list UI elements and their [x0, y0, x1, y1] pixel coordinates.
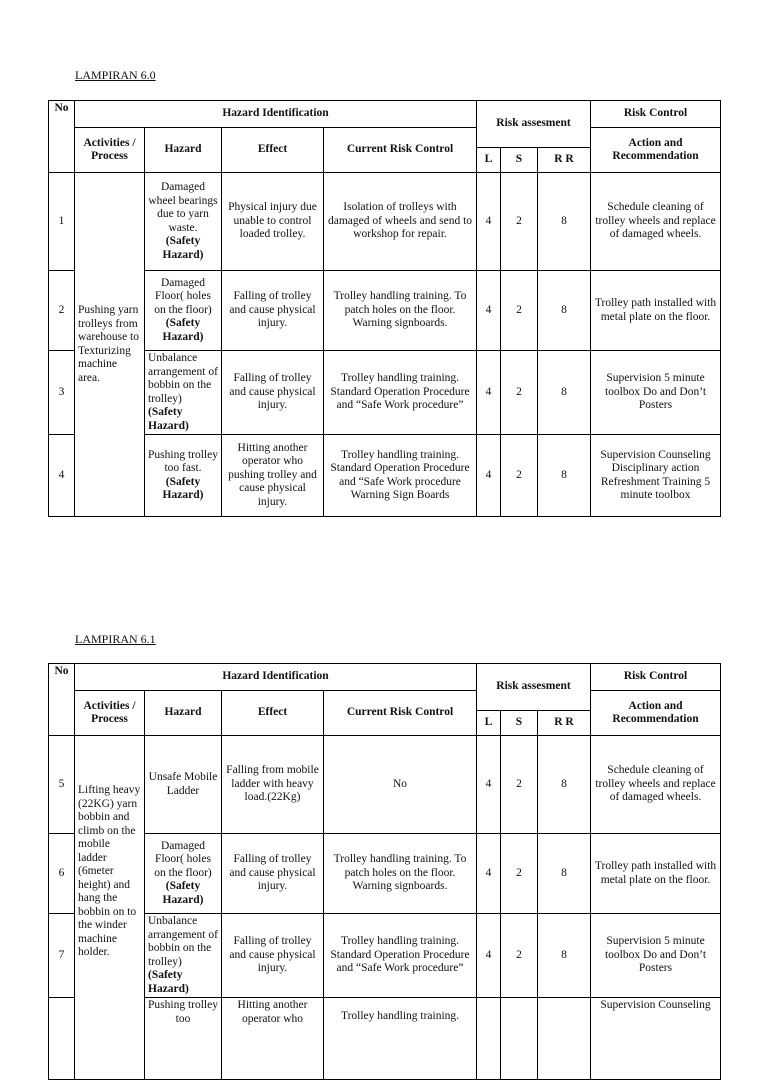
header-effect: Effect	[222, 128, 324, 173]
header-activities: Activities / Process	[75, 128, 145, 173]
effect-cell: Falling of trolley and cause physical injury.	[222, 271, 324, 351]
s-cell: 2	[501, 914, 538, 998]
effect-cell: Falling of trolley and cause physical injury.	[222, 914, 324, 998]
table-row	[49, 271, 721, 351]
header-effect: Effect	[222, 691, 324, 736]
hazard-cell	[145, 271, 222, 351]
control-cell: Trolley handling training. To patch holes on the floor. Warning signboards.	[324, 834, 477, 914]
effect-cell: Hitting another operator who pushing trolley and cause physical injury.	[222, 435, 324, 517]
effect-cell: Falling from mobile ladder with heavy load.(22Kg)	[222, 736, 324, 834]
header-activities: Activities / Process	[75, 691, 145, 736]
effect-cell: Physical injury due unable to control loaded trolley.	[222, 173, 324, 271]
lampiran-title: LAMPIRAN 6.1	[75, 632, 156, 646]
hazard-text: Unbalance arrangement of bobbin on the trolley)	[148, 915, 218, 968]
l-cell: 4	[477, 914, 501, 998]
l-cell: 4	[477, 173, 501, 271]
rr-cell: 8	[538, 173, 591, 271]
effect-cell: Falling of trolley and cause physical injury.	[222, 834, 324, 914]
action-cell: Supervision Counseling	[591, 998, 721, 1080]
hazard-cell	[145, 736, 222, 834]
rr-cell	[538, 998, 591, 1080]
control-cell: Isolation of trolleys with damaged of wheels and send to workshop for repair.	[324, 173, 477, 271]
hazard-table	[48, 663, 721, 1080]
effect-cell: Hitting another operator who	[222, 998, 324, 1080]
header-risk-assesment: Risk assesment	[477, 664, 591, 711]
activity-cell: Pushing yarn trolleys from warehouse to Texturizing machine area.	[75, 173, 145, 517]
header-no: No	[49, 101, 75, 173]
table-row	[49, 351, 721, 435]
s-cell: 2	[501, 351, 538, 435]
hazard-tag: (Safety Hazard)	[162, 317, 204, 343]
s-cell: 2	[501, 736, 538, 834]
table-row	[49, 914, 721, 998]
header-hazard-identification: Hazard Identification	[75, 101, 477, 128]
action-cell: Schedule cleaning of trolley wheels and replace of damaged wheels.	[591, 173, 721, 271]
hazard-text: Pushing trolley too fast.	[148, 448, 218, 474]
rr-cell: 8	[538, 435, 591, 517]
hazard-tag: (Safety Hazard)	[162, 475, 204, 501]
rr-cell: 8	[538, 271, 591, 351]
header-rr: R R	[538, 148, 591, 173]
action-cell: Supervision 5 minute toolbox Do and Don’t Posters	[591, 351, 721, 435]
action-cell: Trolley path installed with metal plate on the floor.	[591, 271, 721, 351]
rr-cell: 8	[538, 351, 591, 435]
hazard-text: Unsafe Mobile Ladder	[148, 771, 218, 797]
hazard-text: Unbalance arrangement of bobbin on the trolley)	[148, 352, 218, 405]
l-cell: 4	[477, 351, 501, 435]
control-cell: Trolley handling training. Standard Operation Procedure and “Safe Work procedure”	[324, 351, 477, 435]
action-cell: Schedule cleaning of trolley wheels and replace of damaged wheels.	[591, 736, 721, 834]
hazard-cell	[145, 351, 222, 435]
row-no: 2	[49, 271, 75, 351]
table-row	[49, 435, 721, 517]
s-cell: 2	[501, 834, 538, 914]
table-row	[49, 834, 721, 914]
header-risk-assesment: Risk assesment	[477, 101, 591, 148]
hazard-cell	[145, 998, 222, 1080]
l-cell: 4	[477, 435, 501, 517]
row-no: 1	[49, 173, 75, 271]
hazard-cell	[145, 834, 222, 914]
header-risk-control: Risk Control	[591, 664, 721, 691]
table-row	[49, 173, 721, 271]
header-action: Action and Recommendation	[591, 128, 721, 173]
hazard-text: Damaged Floor( holes on the floor)	[154, 276, 212, 316]
header-current-risk-control: Current Risk Control	[324, 691, 477, 736]
action-cell: Supervision Counseling Disciplinary action Refreshment Training 5 minute toolbox	[591, 435, 721, 517]
header-action: Action and Recommendation	[591, 691, 721, 736]
l-cell: 4	[477, 834, 501, 914]
header-l: L	[477, 711, 501, 736]
table-row	[49, 998, 721, 1080]
control-cell: Trolley handling training. Standard Operation Procedure and “Safe Work procedure”	[324, 914, 477, 998]
s-cell: 2	[501, 173, 538, 271]
row-no: 5	[49, 736, 75, 834]
hazard-tag: (Safety Hazard)	[148, 969, 189, 995]
row-no	[49, 998, 75, 1080]
activity-cell: Lifting heavy (22KG) yarn bobbin and climb on the mobile ladder (6meter height) and hang the bobbin on to the winder machine holder.	[75, 736, 145, 1080]
control-cell: Trolley handling training.	[324, 998, 477, 1080]
hazard-cell	[145, 435, 222, 517]
control-cell: Trolley handling training. Standard Operation Procedure and “Safe Work procedure Warning Sign Boards	[324, 435, 477, 517]
l-cell: 4	[477, 271, 501, 351]
s-cell: 2	[501, 435, 538, 517]
s-cell	[501, 998, 538, 1080]
hazard-text: Damaged Floor( holes on the floor)	[154, 839, 212, 879]
l-cell	[477, 998, 501, 1080]
control-cell: Trolley handling training. To patch holes on the floor. Warning signboards.	[324, 271, 477, 351]
row-no: 4	[49, 435, 75, 517]
action-cell: Trolley path installed with metal plate on the floor.	[591, 834, 721, 914]
header-current-risk-control: Current Risk Control	[324, 128, 477, 173]
s-cell: 2	[501, 271, 538, 351]
action-cell: Supervision 5 minute toolbox Do and Don’t Posters	[591, 914, 721, 998]
hazard-text: Damaged wheel bearings due to yarn waste.	[148, 181, 218, 234]
lampiran-title: LAMPIRAN 6.0	[75, 68, 156, 82]
header-no: No	[49, 664, 75, 736]
hazard-cell	[145, 914, 222, 998]
row-no: 3	[49, 351, 75, 435]
row-no: 7	[49, 914, 75, 998]
header-s: S	[501, 711, 538, 736]
header-hazard-identification: Hazard Identification	[75, 664, 477, 691]
effect-cell: Falling of trolley and cause physical injury.	[222, 351, 324, 435]
hazard-text: Pushing trolley too	[148, 999, 218, 1025]
hazard-cell	[145, 173, 222, 271]
header-hazard: Hazard	[145, 691, 222, 736]
header-hazard: Hazard	[145, 128, 222, 173]
hazard-tag: (Safety Hazard)	[148, 406, 189, 432]
header-rr: R R	[538, 711, 591, 736]
rr-cell: 8	[538, 914, 591, 998]
row-no: 6	[49, 834, 75, 914]
hazard-tag: (Safety Hazard)	[162, 235, 204, 261]
header-l: L	[477, 148, 501, 173]
rr-cell: 8	[538, 834, 591, 914]
table-row	[49, 736, 721, 834]
control-cell: No	[324, 736, 477, 834]
l-cell: 4	[477, 736, 501, 834]
hazard-table	[48, 100, 721, 517]
header-s: S	[501, 148, 538, 173]
hazard-tag: (Safety Hazard)	[162, 880, 204, 906]
header-risk-control: Risk Control	[591, 101, 721, 128]
rr-cell: 8	[538, 736, 591, 834]
